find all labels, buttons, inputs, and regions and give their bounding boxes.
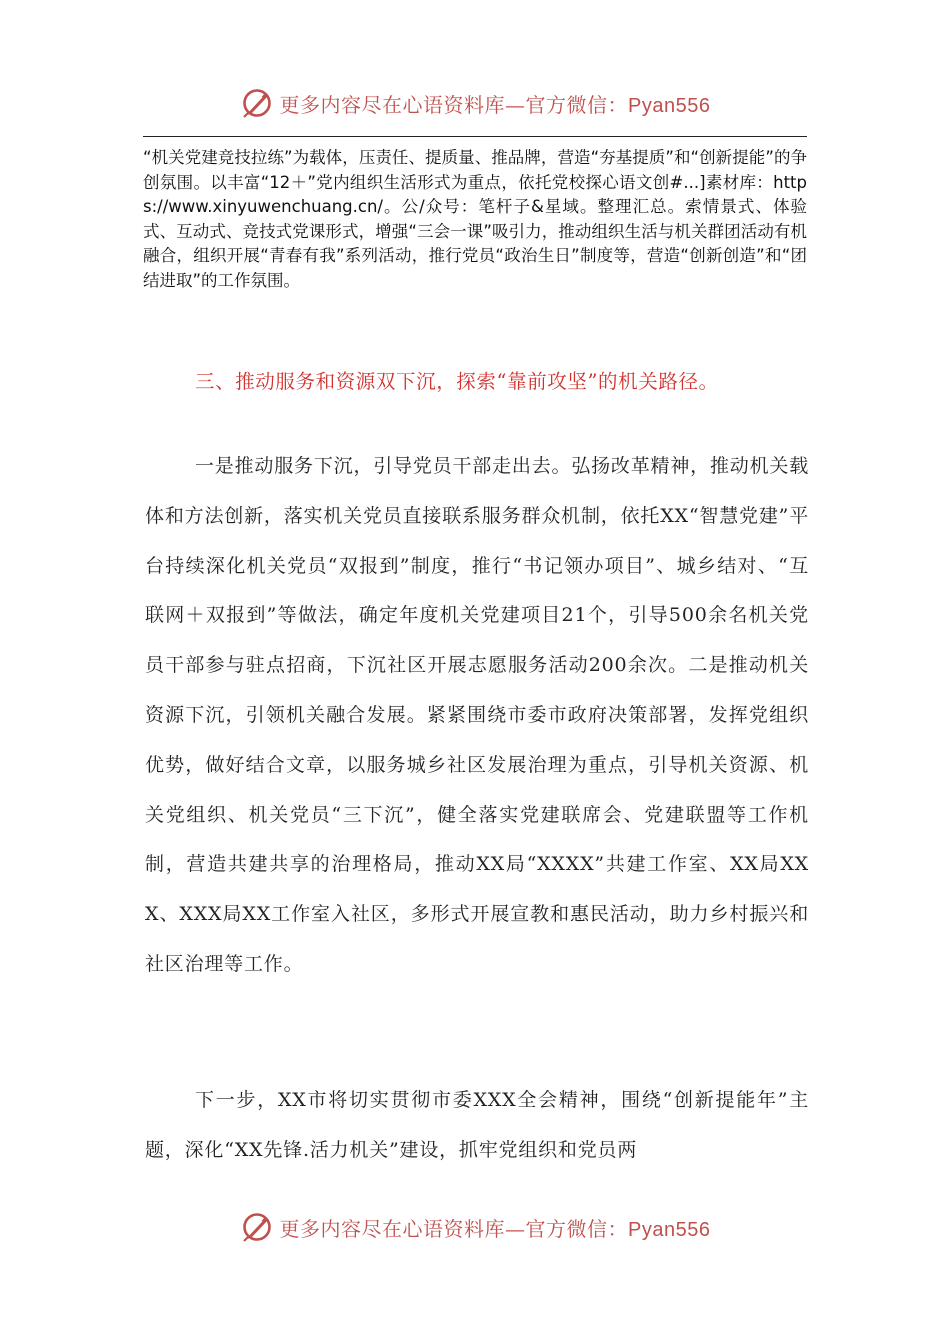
- header-banner: [0, 83, 950, 123]
- body-paragraph-1: 一是推动服务下沉，引导党员干部走出去。弘扬改革精神，推动机关载体和方法创新，落实机关党员直接联系服务群众机制，依托XX“智慧党建”平台持续深化机关党员“双报到”制度，推行“书记领办项目”、城乡结对、“互联网＋双报到”等做法，确定年度机关党建项目21个，引导500余名机关党员干部参与驻点招商，下沉社区开展志愿服务活动200余次。二是推动机关资源下沉，引领机关融合发展。紧紧围绕市委市政府决策部署，发挥党组织优势，做好结合文章，以服务城乡社区发展治理为重点，引导机关资源、机关党组织、机关党员“三下沉”，健全落实党建联席会、党建联盟等工作机制，营造共建共享的治理格局，推动XX局“XXXX”共建工作室、XX局XXX、XXX局XX工作室入社区，多形式开展宣教和惠民活动，助力乡村振兴和社区治理等工作。: [145, 455, 809, 975]
- quill-pen-logo-icon: [240, 86, 274, 120]
- body-paragraph-2: 下一步，XX市将切实贯彻市委XXX全会精神，围绕“创新提能年”主题，深化“XX先锋.活力机关”建设，抓牢党组织和党员两: [145, 1089, 809, 1161]
- header-divider: [143, 136, 807, 137]
- header-banner-slogan: 更多内容尽在心语资料库—官方微信：: [279, 92, 629, 117]
- quill-pen-logo-icon: [240, 1210, 274, 1244]
- footer-banner-slogan: 更多内容尽在心语资料库—官方微信：: [279, 1216, 629, 1241]
- intro-paragraph: “机关党建竞技拉练”为载体，压责任、提质量、推品牌，营造“夯基提质”和“创新提能”的争创氛围。以丰富“12＋”党内组织生活形式为重点，依托党校探心语文创#...]素材库：https://www.xinyuwenchuang.cn/。公/众号：笔杆子&星域。整理汇总。索情景式、体验式、互动式、竞技式党课形式，增强“三会一课”吸引力，推动组织生活与机关群团活动有机融合，组织开展“青春有我”系列活动，推行党员“政治生日”制度等，营造“创新创造”和“团结进取”的工作氛围。: [143, 148, 807, 290]
- footer-banner: [0, 1207, 950, 1247]
- section-heading: 三、推动服务和资源双下沉，探索“靠前攻坚”的机关路径。: [195, 370, 719, 393]
- footer-wechat-id: Pyan556: [628, 1218, 711, 1241]
- footer-banner-text: [280, 1213, 711, 1242]
- header-wechat-id: Pyan556: [628, 94, 711, 117]
- header-banner-text: [280, 89, 711, 118]
